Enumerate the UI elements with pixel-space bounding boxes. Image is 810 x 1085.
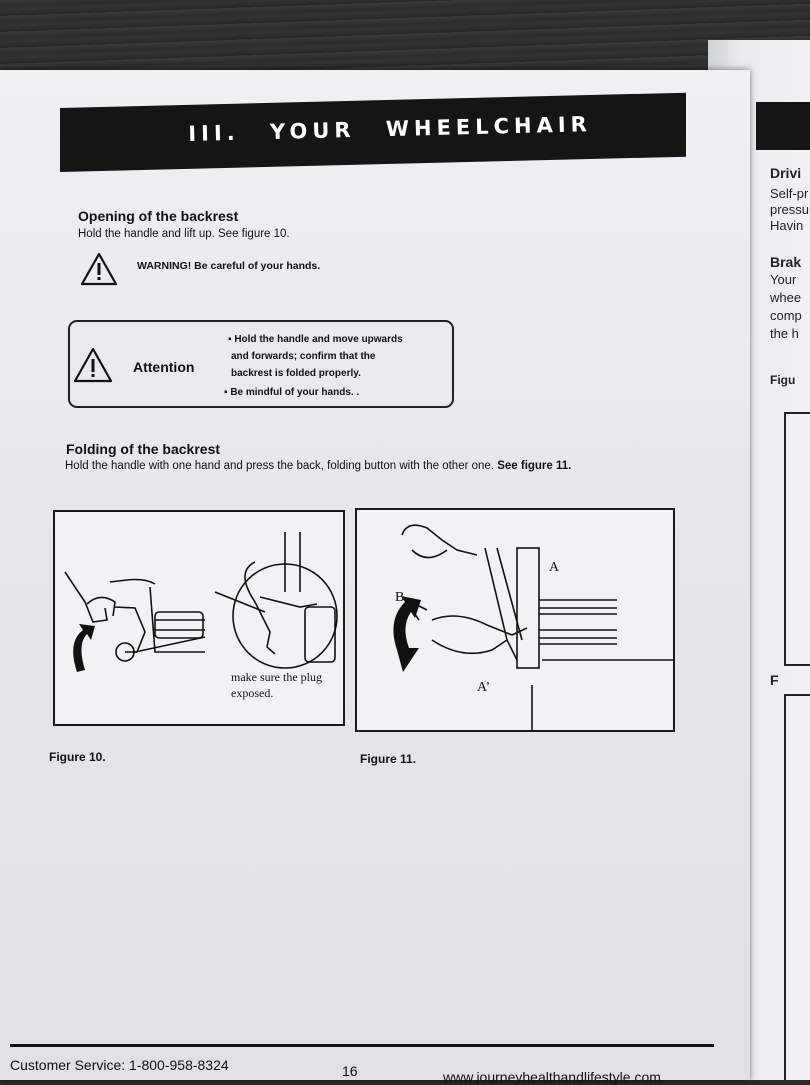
opening-heading: Opening of the backrest [78, 208, 239, 224]
attention-bullet-2: ▪ Be mindful of your hands. . [224, 387, 360, 398]
figure-10-note-line-2: exposed. [231, 686, 274, 700]
facing-page-figure [784, 412, 810, 666]
attention-bullet-1-line-1: Hold the handle and move upwards [234, 334, 403, 345]
folding-text [65, 460, 571, 472]
folding-instruction: Hold the handle with one hand and press the back, folding button with the other one. [65, 460, 494, 472]
facing-page-figure [784, 694, 810, 1080]
footer-rule [10, 1044, 714, 1047]
facing-page-text: Havin [770, 218, 804, 233]
section-word-wheelchair: WHEELCHAIR [385, 112, 593, 142]
facing-page-header-bar [756, 102, 810, 150]
facing-page-figure-label: F [770, 672, 779, 688]
figure-10 [53, 510, 345, 726]
attention-triangle-icon [73, 347, 113, 383]
attention-bullet-1: ▪ Hold the handle and move upwards [228, 334, 403, 345]
facing-page-text: Your [770, 272, 797, 287]
section-word-your: YOUR [269, 117, 356, 144]
facing-page-heading-driving: Drivi [770, 165, 802, 181]
footer-customer-service: Customer Service: 1-800-958-8324 [10, 1057, 229, 1073]
folding-heading: Folding of the backrest [66, 441, 221, 457]
facing-page-text: the h [770, 326, 799, 341]
figure-11-label-a-prime: A’ [477, 680, 491, 695]
figure-11-label-b: B [395, 590, 405, 605]
figure-10-rotate-arrow-icon [73, 624, 95, 672]
figure-10-note-line-1: make sure the plug [231, 670, 322, 684]
warning-text: WARNING! Be careful of your hands. [137, 260, 321, 272]
figure-10-illustration [55, 512, 343, 724]
attention-bullet-1-line-2: and forwards; confirm that the [231, 351, 376, 362]
attention-bullet-2-text: Be mindful of your hands. . [230, 387, 360, 398]
facing-page-text: Self-pr [770, 186, 809, 201]
facing-page-text: comp [770, 308, 802, 323]
facing-page-figure-label: Figu [770, 373, 796, 387]
figure-10-caption: Figure 10. [49, 750, 106, 764]
facing-page-text: pressu [770, 202, 810, 217]
figure-11 [355, 508, 675, 732]
facing-page-heading-brakes: Brak [770, 254, 802, 270]
figure-11-caption: Figure 11. [360, 752, 417, 766]
opening-text: Hold the handle and lift up. See figure 10. [78, 228, 290, 240]
facing-page-text: whee [770, 290, 802, 305]
folding-see-figure: See figure 11. [497, 460, 572, 472]
figure-11-label-a: A [549, 560, 560, 575]
attention-bullet-1-line-3: backrest is folded properly. [231, 368, 361, 379]
section-number: III. [188, 120, 240, 146]
figure-11-illustration [357, 510, 673, 730]
footer-page-number: 16 [342, 1063, 358, 1079]
footer-website: www.journeyhealthandlifestyle.com [443, 1069, 661, 1085]
figure-11-fold-arrow-icon [393, 596, 421, 672]
attention-title: Attention [133, 359, 195, 375]
warning-triangle-icon [80, 252, 118, 286]
